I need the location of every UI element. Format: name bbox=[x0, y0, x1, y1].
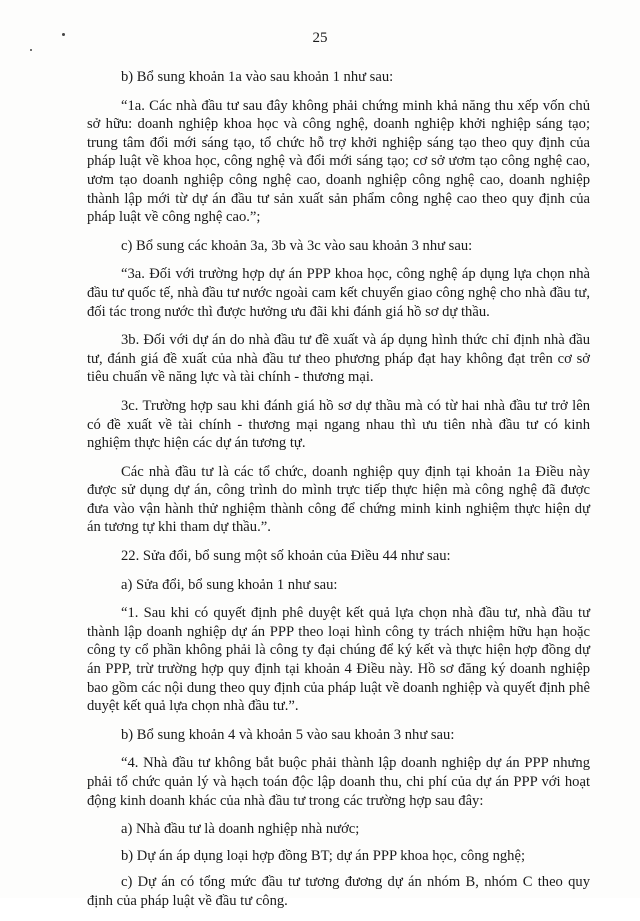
paragraph: c) Bổ sung các khoản 3a, 3b và 3c vào sau khoản 3 như sau: bbox=[121, 237, 473, 254]
paragraph: 22. Sửa đổi, bổ sung một số khoản của Điều 44 như sau: bbox=[121, 548, 451, 565]
paragraph: a) Sửa đổi, bổ sung khoản 1 như sau: bbox=[121, 576, 338, 593]
scan-speck bbox=[30, 49, 32, 51]
document-body bbox=[87, 68, 590, 921]
paragraph: “1a. Các nhà đầu tư sau đây không phải chứng minh khả năng thu xếp vốn chủ sở hữu: doanh nghiệp khoa học và công nghệ, doanh nghiệp khởi nghiệp sáng tạo; trung tâm đổi mới sáng tạo, tổ chức hỗ trợ khởi nghiệp sáng tạo theo quy định của pháp luật về khoa học, công nghệ và đổi mới sáng tạo; cơ sở ươm tạo công nghệ cao, ươm tạo doanh nghiệp công nghệ cao, doanh nghiệp công nghệ cao, doanh nghiệp thành lập mới từ dự án đầu tư sản xuất sản phẩm công nghệ cao theo quy định của pháp luật về công nghệ cao.”; bbox=[87, 97, 590, 226]
paragraph: a) Nhà đầu tư là doanh nghiệp nhà nước; bbox=[121, 821, 360, 838]
paragraph: b) Bổ sung khoản 1a vào sau khoản 1 như sau: bbox=[121, 69, 394, 85]
paragraph: b) Bổ sung khoản 4 và khoản 5 vào sau khoản 3 như sau: bbox=[121, 726, 455, 743]
paragraph: 3c. Trường hợp sau khi đánh giá hồ sơ dự thầu mà có từ hai nhà đầu tư trở lên có đề xuất về tài chính - thương mại ngang nhau thì ưu tiên nhà đầu tư có kinh nghiệm thực hiện các dự án tương tự. bbox=[87, 397, 590, 452]
paragraph: “1. Sau khi có quyết định phê duyệt kết quả lựa chọn nhà đầu tư, nhà đầu tư thành lập doanh nghiệp dự án PPP theo loại hình công ty trách nhiệm hữu hạn hoặc công ty cổ phần không phải là công ty đại chúng để ký kết và thực hiện hợp đồng dự án PPP, trừ trường hợp quy định tại khoản 4 Điều này. Hồ sơ đăng ký doanh nghiệp bao gồm các nội dung theo quy định của pháp luật về doanh nghiệp và quyết định phê duyệt kết quả lựa chọn nhà đầu tư.”. bbox=[87, 605, 590, 715]
paragraph: b) Dự án áp dụng loại hợp đồng BT; dự án PPP khoa học, công nghệ; bbox=[121, 847, 526, 864]
paragraph: 3b. Đối với dự án do nhà đầu tư đề xuất và áp dụng hình thức chỉ định nhà đầu tư, đánh giá đề xuất của nhà đầu tư theo phương pháp đạt hay không đạt trên cơ sở tiêu chuẩn về năng lực và tài chính - thương mại. bbox=[87, 332, 590, 386]
paragraph: Các nhà đầu tư là các tổ chức, doanh nghiệp quy định tại khoản 1a Điều này được sử dụng dự án, công trình do mình trực tiếp thực hiện mà công nghệ đã được đưa vào vận hành thử nghiệm thành công để chứng minh kinh nghiệm thực hiện dự án tương tự khi tham dự thầu.”. bbox=[87, 463, 590, 536]
paragraph: “4. Nhà đầu tư không bắt buộc phải thành lập doanh nghiệp dự án PPP nhưng phải tổ chức quản lý và hạch toán độc lập doanh thu, chi phí của dự án PPP với hoạt động kinh doanh khác của nhà đầu tư trong các trường hợp sau đây: bbox=[87, 755, 590, 809]
paragraph: “3a. Đối với trường hợp dự án PPP khoa học, công nghệ áp dụng lựa chọn nhà đầu tư quốc tế, nhà đầu tư nước ngoài cam kết chuyển giao công nghệ cho nhà đầu tư, đối tác trong nước thì được hưởng ưu đãi khi đánh giá hồ sơ dự thầu. bbox=[87, 266, 590, 320]
paragraph: c) Dự án có tổng mức đầu tư tương đương dự án nhóm B, nhóm C theo quy định của pháp luật về đầu tư công. bbox=[87, 874, 590, 909]
page-number: 25 bbox=[312, 30, 328, 46]
